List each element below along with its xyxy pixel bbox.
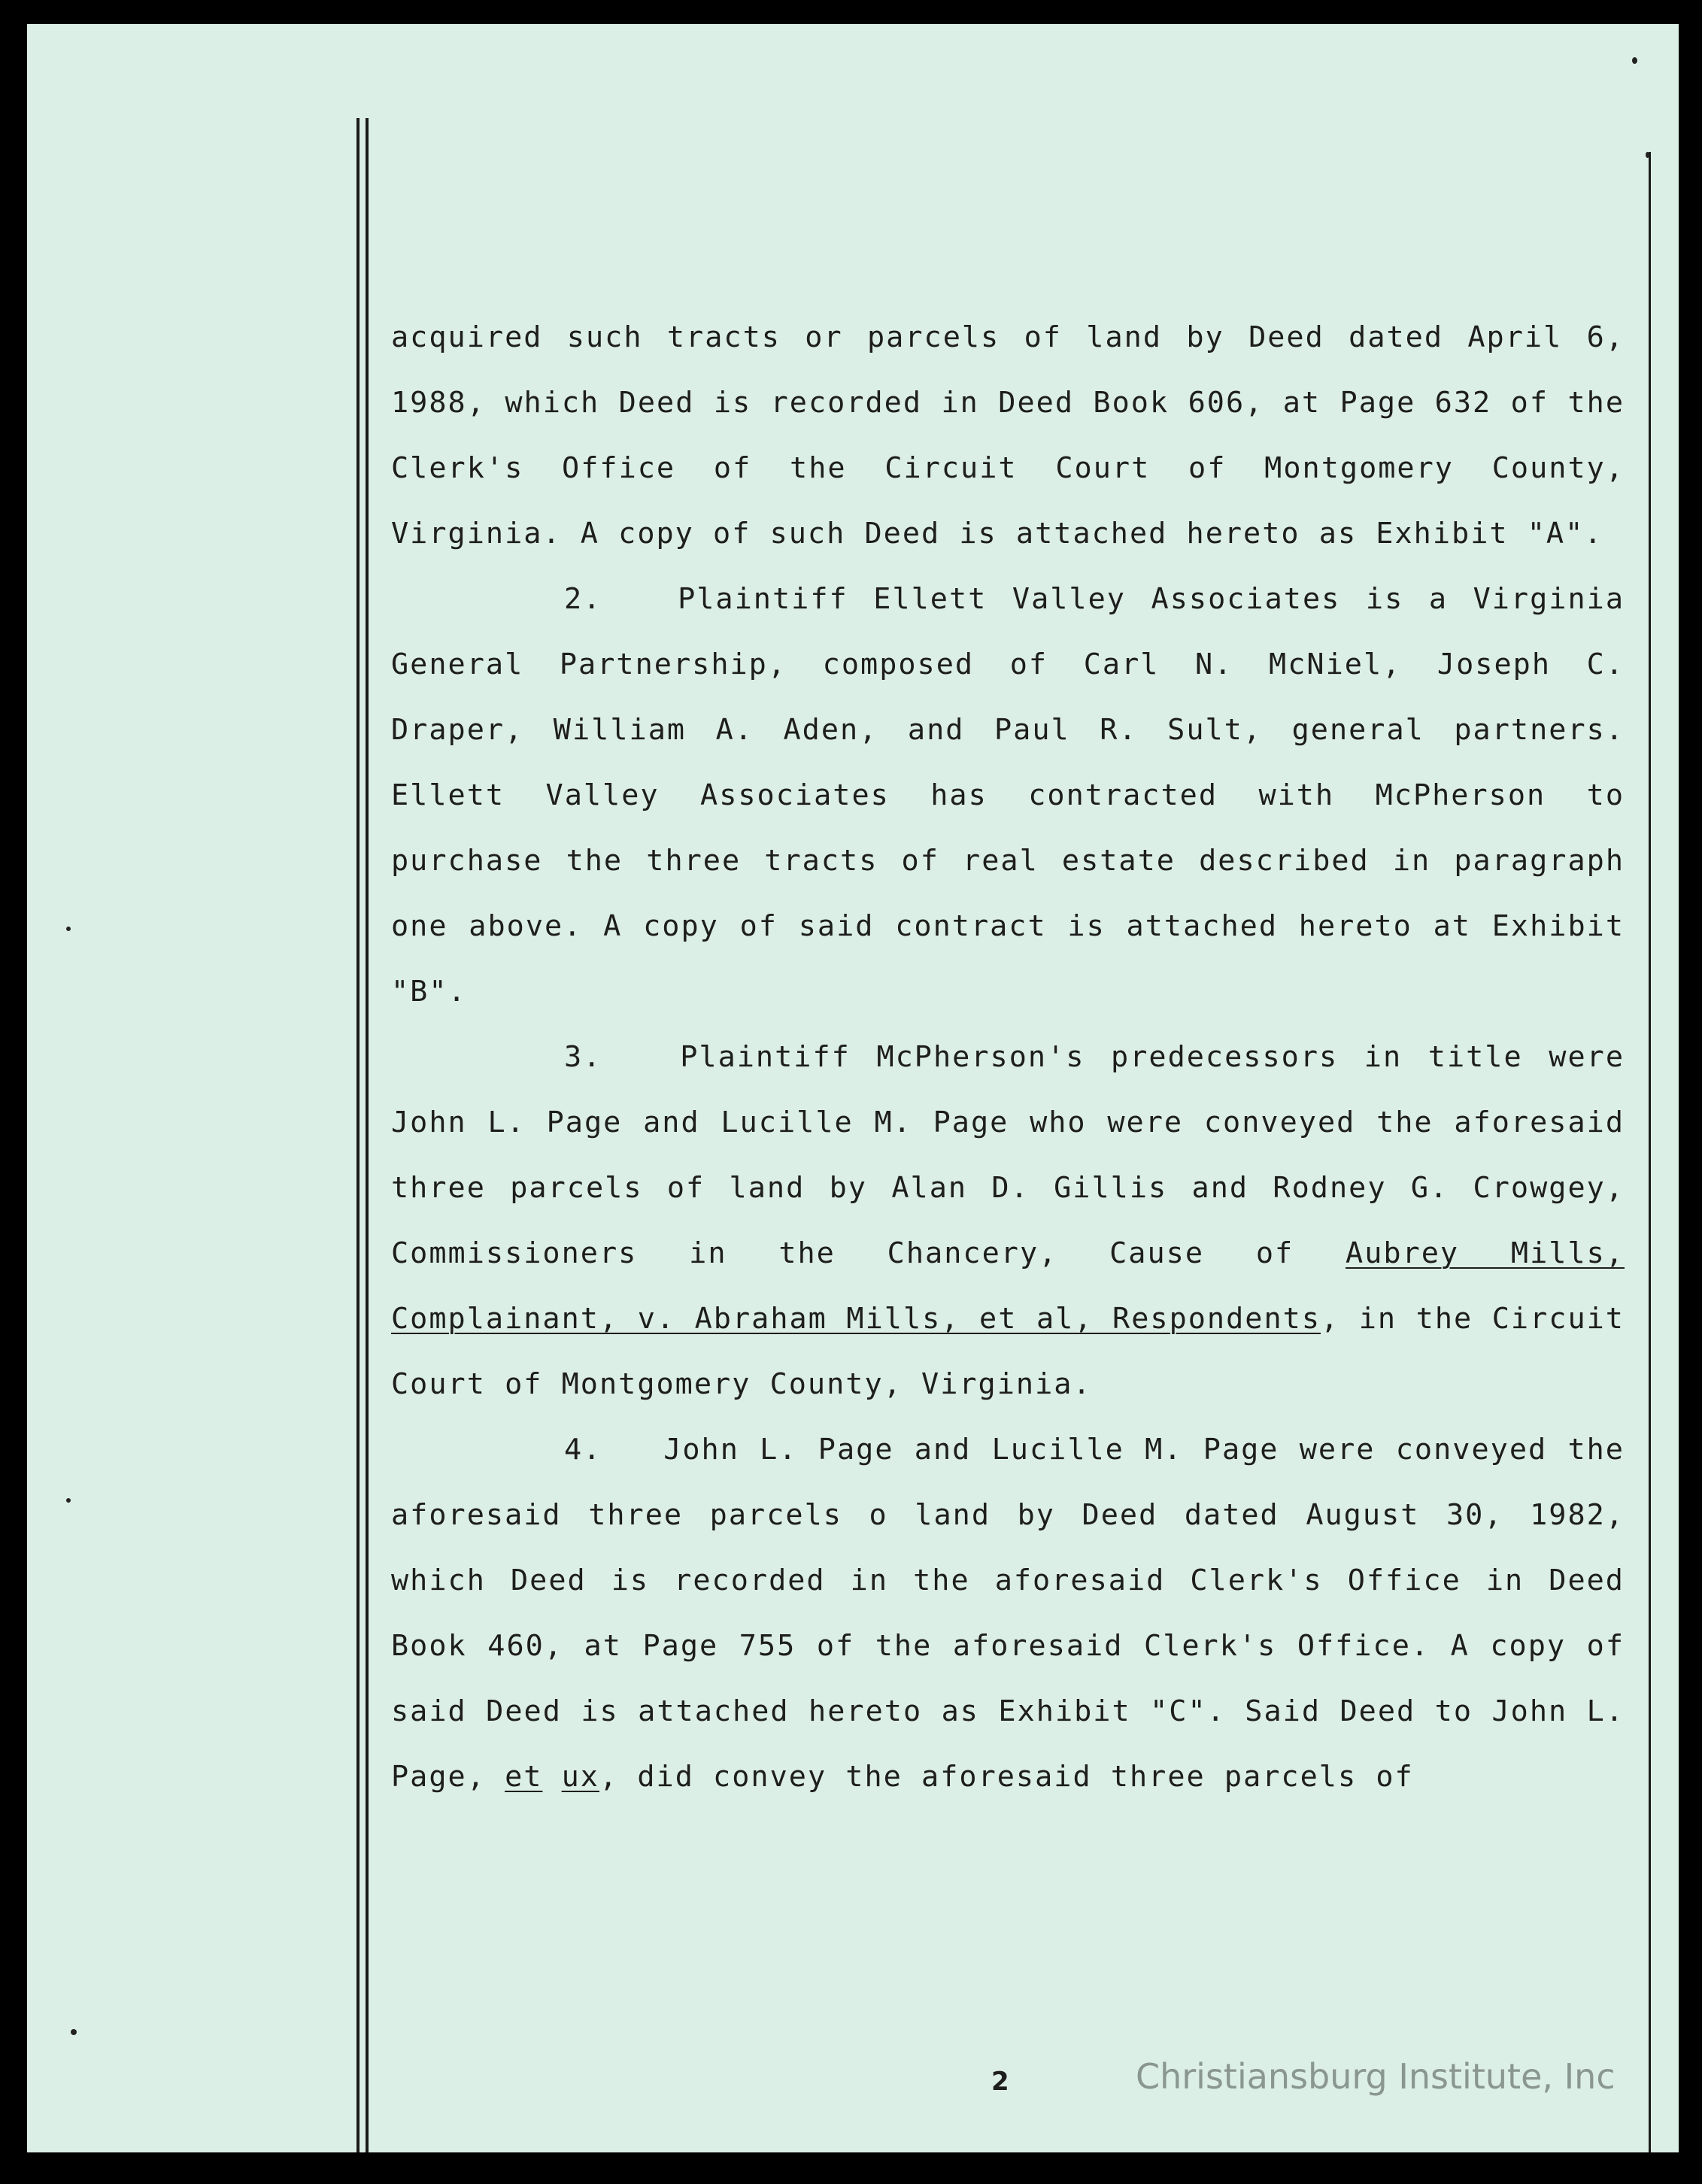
- scan-speck: [71, 2029, 77, 2035]
- watermark: Christiansburg Institute, Inc: [1136, 2056, 1616, 2097]
- paragraph-4: [391, 1417, 1625, 1809]
- margin-rule-right: [1649, 152, 1651, 2152]
- scan-speck: [66, 927, 71, 931]
- paragraph-2-text: Plaintiff Ellett Valley Associates is a Virginia General Partnership, composed of Carl N. McNiel, Joseph C. Draper, William A. Aden, and Paul R. Sult, general partners. Ellett Valley Associates has contracted with McPherson to purchase the three tracts of real estate described in paragraph one above. A copy of said contract is attached hereto at Exhibit "B".: [391, 582, 1625, 1009]
- page-number: 2: [991, 2067, 1009, 2097]
- margin-rule-left-inner: [366, 118, 369, 2152]
- document-body: [391, 305, 1625, 1809]
- paragraph-3-text-before: Plaintiff McPherson's predecessors in title were John L. Page and Lucille M. Page who were conveyed the aforesaid three parcels of land by Alan D. Gillis and Rodney G. Crowgey, Commissioners in the Chancery, Cause of: [391, 1040, 1625, 1270]
- paragraph-4-text-before: John L. Page and Lucille M. Page were conveyed the aforesaid three parcels o land by Deed dated August 30, 1982, which Deed is recorded in the aforesaid Clerk's Office in Deed Book 460, at Page 755 of the aforesaid Clerk's Office. A copy of said Deed is attached hereto as Exhibit "C". Said Deed to John L. Page,: [391, 1433, 1625, 1794]
- scan-speck: [66, 1498, 71, 1503]
- paragraph-2: [391, 566, 1625, 1024]
- paragraph-3-text-after: , in the Circuit Court of Montgomery County, Virginia.: [391, 1302, 1625, 1401]
- paragraph-3: [391, 1024, 1625, 1417]
- scan-speck: [1646, 152, 1649, 158]
- case-name: Aubrey Mills, Complainant, v. Abraham Mills, et al, Respondents: [391, 1236, 1625, 1336]
- ux-term: ux: [561, 1760, 599, 1794]
- paragraph-1: [391, 305, 1625, 566]
- paragraph-2-number: 2.: [564, 582, 602, 616]
- paragraph-3-number: 3.: [564, 1040, 602, 1074]
- margin-rule-left-outer: [356, 118, 360, 2152]
- paragraph-1-text: acquired such tracts or parcels of land by Deed dated April 6, 1988, which Deed is recorded in Deed Book 606, at Page 632 of the Clerk's Office of the Circuit Court of Montgomery County, Virginia. A copy of such Deed is attached hereto as Exhibit "A".: [391, 320, 1625, 551]
- et-term: et: [505, 1760, 543, 1794]
- paragraph-4-text-after: , did convey the aforesaid three parcels of: [599, 1760, 1414, 1794]
- scan-speck: [1632, 57, 1637, 64]
- paragraph-4-number: 4.: [564, 1433, 602, 1467]
